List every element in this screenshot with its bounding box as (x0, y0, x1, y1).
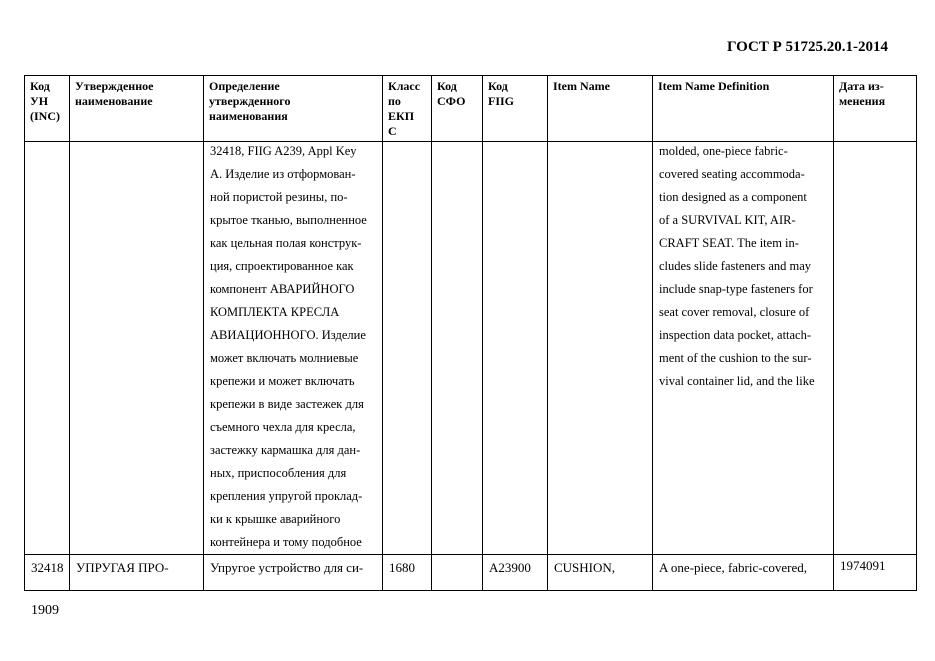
cell-item-definition: A one-piece, fabric-covered, (653, 555, 834, 591)
header-row (25, 76, 917, 142)
cell-class: 1680 (383, 555, 432, 591)
cell-fiig: A23900 (483, 555, 548, 591)
text-line: inspection data pocket, attach- (659, 328, 812, 342)
cell-definition-ru (204, 142, 383, 555)
text-line: крепления упругой проклад- (210, 489, 363, 503)
header-approved-name-definition: Определение утвержденного наименования (204, 76, 383, 142)
header-change-date: Дата из- менения (834, 76, 917, 142)
text-line: seat cover removal, closure of (659, 305, 810, 319)
cell-date (834, 555, 917, 591)
cell-name-ru (70, 142, 204, 555)
header-fiig: Код FIIG (483, 76, 548, 142)
text-line: include snap-type fasteners for (659, 282, 813, 296)
text-line: съемного чехла для кресла, (210, 420, 356, 434)
text-line: АВИАЦИОННОГО. Изделие (210, 328, 366, 342)
text-line: компонент АВАРИЙНОГО (210, 282, 355, 296)
text-line: ки к крышке аварийного (210, 512, 341, 526)
text-line: крытое тканью, выполненное (210, 213, 367, 227)
text-line: как цельная полая конструк- (210, 236, 362, 250)
text-line: tion designed as a component (659, 190, 807, 204)
text-line: molded, one-piece fabric- (659, 144, 788, 158)
text-line: covered seating accommoda- (659, 167, 805, 181)
table-row-continuation (25, 142, 917, 555)
text-line: ment of the cushion to the sur- (659, 351, 812, 365)
text-line: ной пористой резины, по- (210, 190, 348, 204)
text-line: ных, приспособления для (210, 466, 347, 480)
table-row (25, 555, 917, 591)
text-line: vival container lid, and the like (659, 374, 815, 388)
cell-date (834, 142, 917, 555)
change-date: 1974091 (840, 558, 886, 573)
header-sfo: Код СФО (432, 76, 483, 142)
text-line: контейнера и тому подобное (210, 535, 362, 549)
text-line: of a SURVIVAL KIT, AIR- (659, 213, 796, 227)
header-item-name-definition: Item Name Definition (653, 76, 834, 142)
text-line: застежку кармашка для дан- (210, 443, 361, 457)
text-line: cludes slide fasteners and may (659, 259, 812, 273)
cell-sfo (432, 142, 483, 555)
cell-definition-ru: Упругое устройство для си- (204, 555, 383, 591)
text-line: CRAFT SEAT. The item in- (659, 236, 799, 250)
cell-item-name (548, 142, 653, 555)
cell-inc (25, 142, 70, 555)
cell-item-name: CUSHION, (548, 555, 653, 591)
text-line: крепежи в виде застежек для (210, 397, 364, 411)
header-inc: Код УН (INC) (25, 76, 70, 142)
cell-class (383, 142, 432, 555)
nomenclature-table (24, 75, 917, 591)
header-class: Класс по ЕКП С (383, 76, 432, 142)
cell-item-definition (653, 142, 834, 555)
text-line: может включать молниевые (210, 351, 359, 365)
text-line: A. Изделие из отформован- (210, 167, 356, 181)
standard-id: ГОСТ Р 51725.20.1-2014 (726, 39, 888, 55)
cell-inc: 32418 (25, 555, 70, 591)
header-approved-name: Утвержденное наименование (70, 76, 204, 142)
header-item-name: Item Name (548, 76, 653, 142)
cell-fiig (483, 142, 548, 555)
text-line: крепежи и может включать (210, 374, 355, 388)
page-number: 1909 (31, 603, 59, 618)
text-line: КОМПЛЕКТА КРЕСЛА (210, 305, 340, 319)
cell-name-ru: УПРУГАЯ ПРО- (70, 555, 204, 591)
text-line: ция, спроектированное как (210, 259, 354, 273)
cell-sfo (432, 555, 483, 591)
definition-en-lines (659, 140, 829, 393)
definition-ru-lines (210, 140, 378, 554)
text-line: 32418, FIIG A239, Appl Key (210, 144, 357, 158)
